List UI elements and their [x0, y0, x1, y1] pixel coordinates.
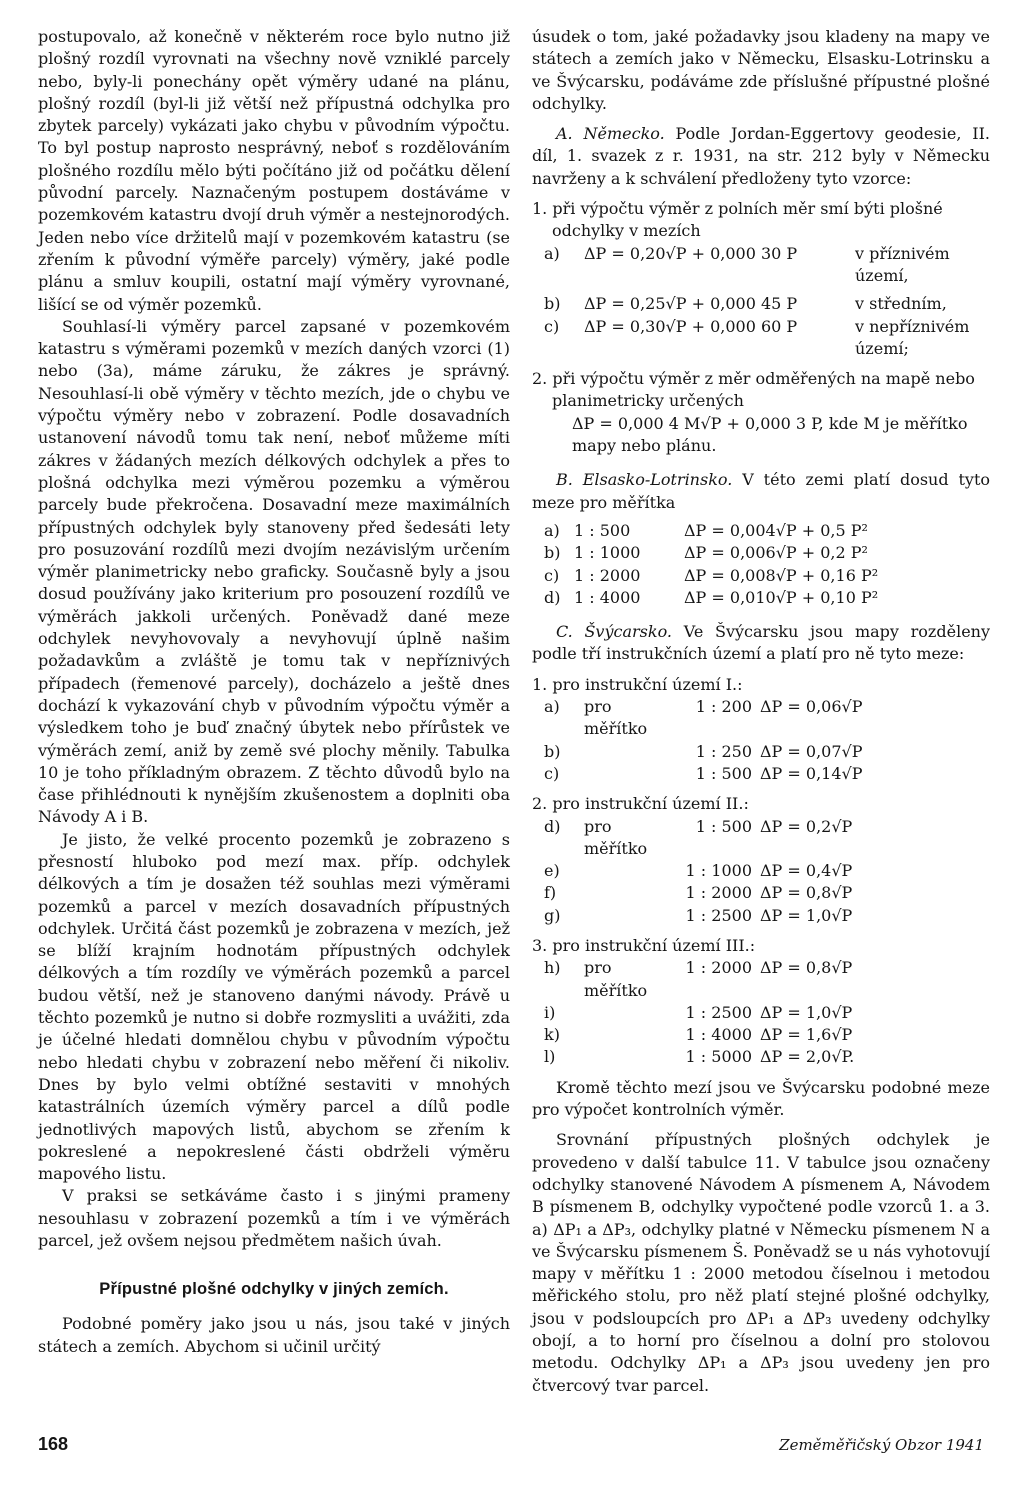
row-label: d) — [544, 587, 561, 607]
formula: ΔP = 0,006√P + 0,2 P² — [684, 543, 868, 563]
formula-row — [532, 1024, 990, 1046]
row-label: e) — [544, 861, 560, 881]
formula-row — [532, 520, 990, 542]
formula: ΔP = 0,000 4 M√P + 0,000 3 P, kde M je měřítko mapy nebo plánu. — [572, 413, 968, 456]
formula-row — [532, 763, 990, 785]
group-header: 1. pro instrukční území I.: — [532, 674, 743, 694]
formula-row — [532, 860, 990, 882]
scale-word: pro měřítko — [584, 697, 648, 739]
formula: ΔP = 0,07√P — [760, 741, 863, 761]
formula: ΔP = 1,0√P — [760, 905, 853, 925]
scale: 1 : 2500 — [685, 1002, 752, 1022]
formula-row — [532, 905, 990, 927]
alsace-paragraph — [532, 469, 990, 514]
group-header: 2. pro instrukční území II.: — [532, 794, 749, 814]
region: v příznivém území, — [855, 243, 950, 285]
scale: 1 : 1000 — [574, 543, 641, 563]
alsace-text: V této zemi platí dosud tyto meze pro měřítka — [532, 470, 991, 512]
germany-paragraph — [532, 123, 990, 190]
formula-row — [532, 696, 990, 741]
swiss-formulas — [532, 674, 990, 1069]
formula-row — [532, 741, 990, 763]
alsace-label: B. Elsasko-Lotrinsko. — [556, 470, 733, 490]
formula-row — [532, 957, 990, 1002]
scale-word: pro měřítko — [584, 816, 648, 858]
scale-word: pro měřítko — [584, 958, 648, 1000]
row-label: l) — [544, 1047, 556, 1067]
row-label: b) — [544, 294, 561, 314]
scale: 1 : 2000 — [685, 958, 752, 978]
formula: ΔP = 0,8√P — [760, 883, 853, 903]
paragraph: úsudek o tom, jaké požadavky jsou kladeny na mapy ve státech a zemích jako v Německu, Elsasku-Lotrinsku a ve Švýcarsku, podáváme zde příslušné přípustné plošné odchylky. — [532, 27, 990, 113]
formula: ΔP = 2,0√P. — [760, 1047, 855, 1067]
left-column — [38, 26, 510, 1358]
paragraph: Je jisto, že velké procento pozemků je zobrazeno s přesností hluboko pod mezí max. příp. odchylek délkových a tím je dosažen též souhlas mezi výměrami pozemků a parcel v mezích dosavadních přípustných odchylek. Určitá část pozemků je zobrazena v mezích, jež se blíží krajním hodnotám přípustných odchylek délkových a tím rozdíly ve výměrách pozemků a parcel budou větší, než je stanoveno danými návody. Právě u těchto pozemků je nutno si dobře rozmysliti a uvážiti, zda je účelné hledati domnělou chybu v původním výpočtu nebo hledati chybu v zobrazení nebo měření či nikoliv. Dnes by bylo velmi obtížné sestaviti v mnohých katastrálních územích výměry parcel a dílů podle jednotlivých mapových listů, abychom se zřením k pokreslené a nepokreslené části obdrželi výměru mapového listu. — [38, 829, 510, 1184]
row-label: d) — [544, 816, 561, 836]
scale: 1 : 2000 — [685, 883, 752, 903]
paragraph: V praksi se setkáváme často i s jinými prameny nesouhlasu v zobrazení pozemků a tím i ve výměrách parcel, jež ovšem nejsou předmětem našich úvah. — [38, 1186, 510, 1251]
row-label: b) — [544, 741, 561, 761]
row-label: h) — [544, 958, 561, 978]
row-label: c) — [544, 763, 560, 783]
right-column — [532, 26, 990, 1397]
row-label: i) — [544, 1002, 556, 1022]
page-number: 168 — [38, 1434, 69, 1454]
list-item: 2. při výpočtu výměr z měr odměřených na mapě nebo planimetricky určených — [532, 369, 975, 411]
formula: ΔP = 0,8√P — [760, 958, 853, 978]
formula-row — [532, 816, 990, 861]
scale: 1 : 5000 — [685, 1047, 752, 1067]
swiss-text: Ve Švýcarsku jsou mapy rozděleny podle tří instrukčních území a platí pro ně tyto meze: — [532, 622, 991, 664]
formula: ΔP = 1,6√P — [760, 1025, 853, 1045]
region: v nepříznivém území; — [855, 316, 970, 358]
formula-row — [532, 293, 990, 315]
journal-name: Zeměměřičský Obzor 1941 — [779, 1436, 984, 1454]
alsace-formulas — [532, 520, 990, 609]
formula-row — [532, 882, 990, 904]
row-label: c) — [544, 565, 560, 585]
paragraph: Souhlasí-li výměry parcel zapsané v pozemkovém katastru s výměrami pozemků v mezích daných vzorci (1) nebo (3a), máme záruku, že zákres je správný. Nesouhlasí-li obě výměry v těchto mezích, jde o chybu ve výpočtu výměry nebo v zobrazení. Podle dosavadních ustanovení návodů tomu tak není, neboť můžeme míti zákres v žádaných mezích délkových odchylek a přes to plošná odchylka mezi výměrou pozemku a výměrou parcely bude překročena. Dosavadní meze maximálních přípustných odchylek byly stanoveny před šedesáti lety pro posuzování rozdílů mezi dvojím nezávislým určením výměr planimetricky nebo graficky. Současně byly a jsou dosud používány jako kriterium pro posouzení rozdílů ve výměrách jakkoli určených. Poněvadž dané meze odchylek nevyhovovaly a nevyhovují úplně našim požadavkům a zvláště je tomu tak v nepříznivých případech (řemenové parcely), docházelo a ještě dnes dochází k vykazování chyb v původním výpočtu výměr a výsledkem toho je buď značný úbytek nebo přírůstek ve výměrách zemí, aniž by země své plochy měnily. Tabulka 10 je toho příkladným obrazem. Z těchto důvodů bylo na čase přihlédnouti k nynějším zkušenostem a doplniti oba Návody A i B. — [38, 316, 510, 827]
formula: ΔP = 0,2√P — [760, 816, 853, 836]
row-label: b) — [544, 543, 561, 563]
scale: 1 : 500 — [695, 816, 752, 836]
row-label: c) — [544, 316, 560, 336]
scale: 1 : 500 — [574, 520, 631, 540]
scale: 1 : 2000 — [574, 565, 641, 585]
formula: ΔP = 0,008√P + 0,16 P² — [684, 565, 879, 585]
scale: 1 : 500 — [695, 763, 752, 783]
formula: ΔP = 0,25√P + 0,000 45 P — [584, 294, 798, 314]
swiss-paragraph — [532, 621, 990, 666]
formula-row — [532, 1046, 990, 1068]
formula: ΔP = 0,30√P + 0,000 60 P — [584, 316, 798, 336]
formula: ΔP = 0,4√P — [760, 861, 853, 881]
row-label: a) — [544, 243, 560, 263]
region: v středním, — [855, 294, 947, 314]
row-label: a) — [544, 697, 560, 717]
row-label: k) — [544, 1025, 560, 1045]
scale: 1 : 2500 — [685, 905, 752, 925]
formula: ΔP = 0,004√P + 0,5 P² — [684, 520, 868, 540]
formula-row — [532, 542, 990, 564]
scale: 1 : 200 — [695, 697, 752, 717]
formula: ΔP = 0,06√P — [760, 697, 863, 717]
paragraph: Kromě těchto mezí jsou ve Švýcarsku podobné meze pro výpočet kontrolních výměr. — [532, 1077, 990, 1120]
formula: ΔP = 1,0√P — [760, 1002, 853, 1022]
germany-formulas-1 — [532, 243, 990, 360]
row-label: g) — [544, 905, 561, 925]
formula: ΔP = 0,14√P — [760, 763, 863, 783]
germany-text: Podle Jordan-Eggertovy geodesie, II. díl, 1. svazek z r. 1931, na str. 212 byly v Německu navrženy a k schválení předloženy tyto vzorce: — [532, 124, 990, 188]
formula-row — [532, 316, 990, 361]
paragraph: Podobné poměry jako jsou u nás, jsou také v jiných státech a zemích. Abychom si učinil určitý — [38, 1314, 510, 1356]
swiss-label: C. Švýcarsko. — [556, 622, 673, 642]
scale: 1 : 4000 — [685, 1025, 752, 1045]
list-item: 1. při výpočtu výměr z polních měr smí býti plošné odchylky v mezích — [532, 199, 943, 241]
scale: 1 : 1000 — [685, 861, 752, 881]
formula: ΔP = 0,20√P + 0,000 30 P — [584, 243, 798, 263]
formula-row — [532, 243, 990, 288]
paragraph: postupovalo, až konečně v některém roce bylo nutno již plošný rozdíl vyrovnati na všechny nově vzniklé parcely nebo, byly-li ponechány opět výměry udané na plánu, plošný rozdíl (byl-li již větší než přípustná odchylka pro zbytek parcely) vykázati jako chybu v původním výpočtu. To byl postup naprosto nesprávný, neboť s rozdělováním plošného rozdílu mělo býti počítáno již od počátku dělení původní parcely. Naznačeným postupem dostáváme v pozemkovém katastru dvojí druh výměr a nestejnorodých. Jeden nebo více držitelů mají v pozemkovém katastru (se zřením k původní výměře parcely) výměry, jaké podle plánu a smluv koupili, ostatní mají výměry vyrovnané, lišící se od výměr pozemků. — [38, 27, 510, 314]
row-label: a) — [544, 520, 560, 540]
scale: 1 : 4000 — [574, 587, 641, 607]
paragraph: Srovnání přípustných plošných odchylek je provedeno v další tabulce 11. V tabulce jsou označeny odchylky stanovené Návodem A písmenem A, Návodem B písmenem B, odchylky vypočtené podle vzorců 1. a 3. a) ΔP₁ a ΔP₃, odchylky platné v Německu písmenem N a ve Švýcarsku písmenem Š. Poněvadž se u nás vyhotovují mapy v měřítku 1 : 2000 metodou číselnou i metodou měřického stolu, pro něž platí stejné plošné odchylky, jsou v podsloupcích pro ΔP₁ a ΔP₃ uvedeny odchylky obojí, a to horní pro číselnou a dolní pro stolovou metodu. Odchylky ΔP₁ a ΔP₃ jsou uvedeny jen pro čtvercový tvar parcel. — [532, 1130, 990, 1395]
formula-row — [532, 1002, 990, 1024]
row-label: f) — [544, 883, 557, 903]
formula-row — [532, 587, 990, 609]
germany-label: A. Německo. — [556, 124, 665, 144]
section-heading: Přípustné plošné odchylky v jiných zemích. — [99, 1280, 449, 1299]
formula-row — [532, 565, 990, 587]
scale: 1 : 250 — [695, 741, 752, 761]
group-header: 3. pro instrukční území III.: — [532, 935, 756, 955]
formula: ΔP = 0,010√P + 0,10 P² — [684, 587, 879, 607]
